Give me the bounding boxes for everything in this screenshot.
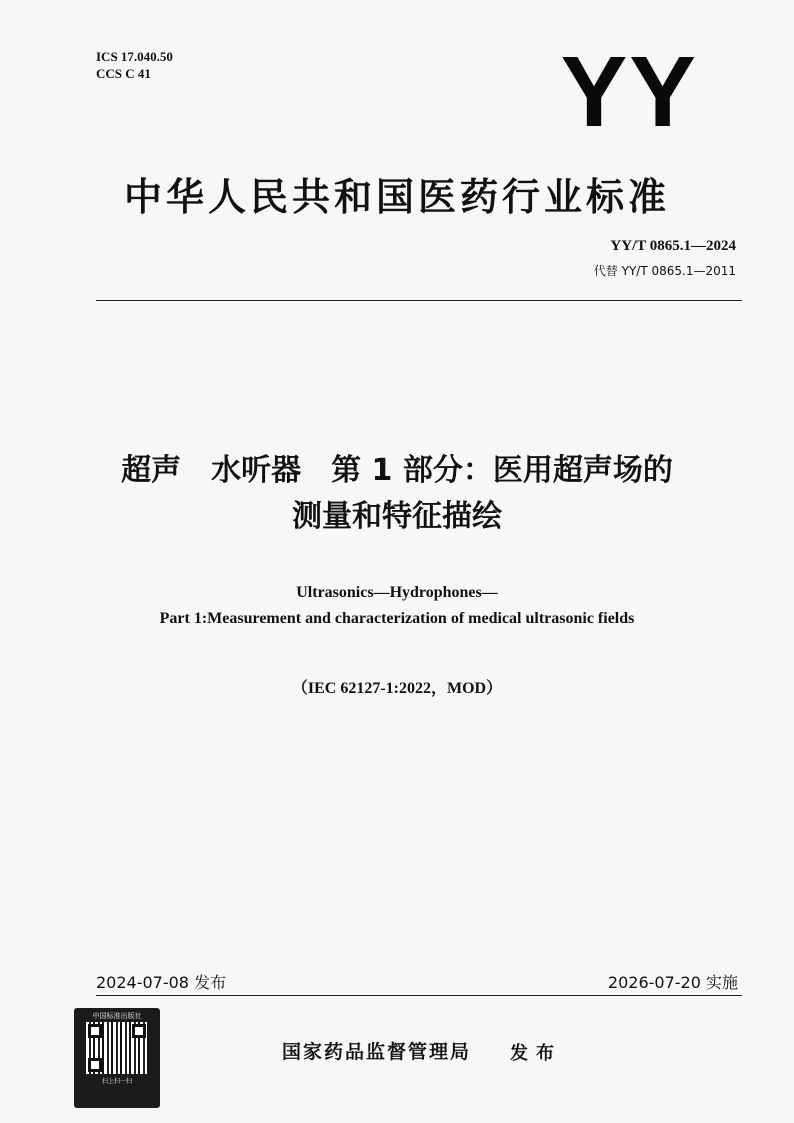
issuing-authority: 国家药品监督管理局 bbox=[282, 1041, 472, 1063]
header-divider bbox=[96, 300, 742, 301]
english-title-line-1: Ultrasonics—Hydrophones— bbox=[296, 584, 498, 601]
qr-publisher-text: 中国标准出版社 bbox=[92, 1012, 142, 1020]
yy-logo: YY bbox=[560, 36, 698, 148]
chinese-title-line-1 bbox=[0, 448, 794, 494]
standard-number: YY/T 0865.1—2024 bbox=[610, 238, 736, 254]
english-title-line-2: Part 1:Measurement and characterization of medical ultrasonic fields bbox=[159, 610, 635, 627]
adoption-note: （IEC 62127-1:2022，MOD） bbox=[291, 680, 503, 697]
issue-label: 发布 bbox=[510, 1043, 562, 1064]
ccs-code: CCS C 41 bbox=[96, 66, 151, 81]
classification-codes bbox=[96, 48, 173, 82]
ics-code: ICS 17.040.50 bbox=[96, 49, 173, 64]
implement-date: 2026-07-20 实施 bbox=[607, 973, 738, 992]
chinese-title-line-2: 测量和特征描绘 bbox=[292, 499, 502, 534]
english-title bbox=[0, 580, 794, 632]
chinese-title-part-2: 水听器 bbox=[211, 453, 302, 488]
qr-scan-text: 扫上扫一扫 bbox=[101, 1078, 132, 1085]
publish-date: 2024-07-08 发布 bbox=[96, 973, 227, 992]
standard-type-title: 中华人民共和国医药行业标准 bbox=[123, 175, 670, 219]
chinese-title-part-3: 第 1 部分：医用超声场的 bbox=[331, 453, 673, 488]
qr-code-icon[interactable] bbox=[86, 1022, 148, 1074]
chinese-title-part-1: 超声 bbox=[121, 453, 182, 488]
chinese-title bbox=[0, 448, 794, 540]
qr-code-label[interactable] bbox=[74, 1008, 160, 1108]
footer-divider bbox=[96, 995, 742, 996]
replaces-standard: 代替 YY/T 0865.1—2011 bbox=[593, 264, 736, 278]
